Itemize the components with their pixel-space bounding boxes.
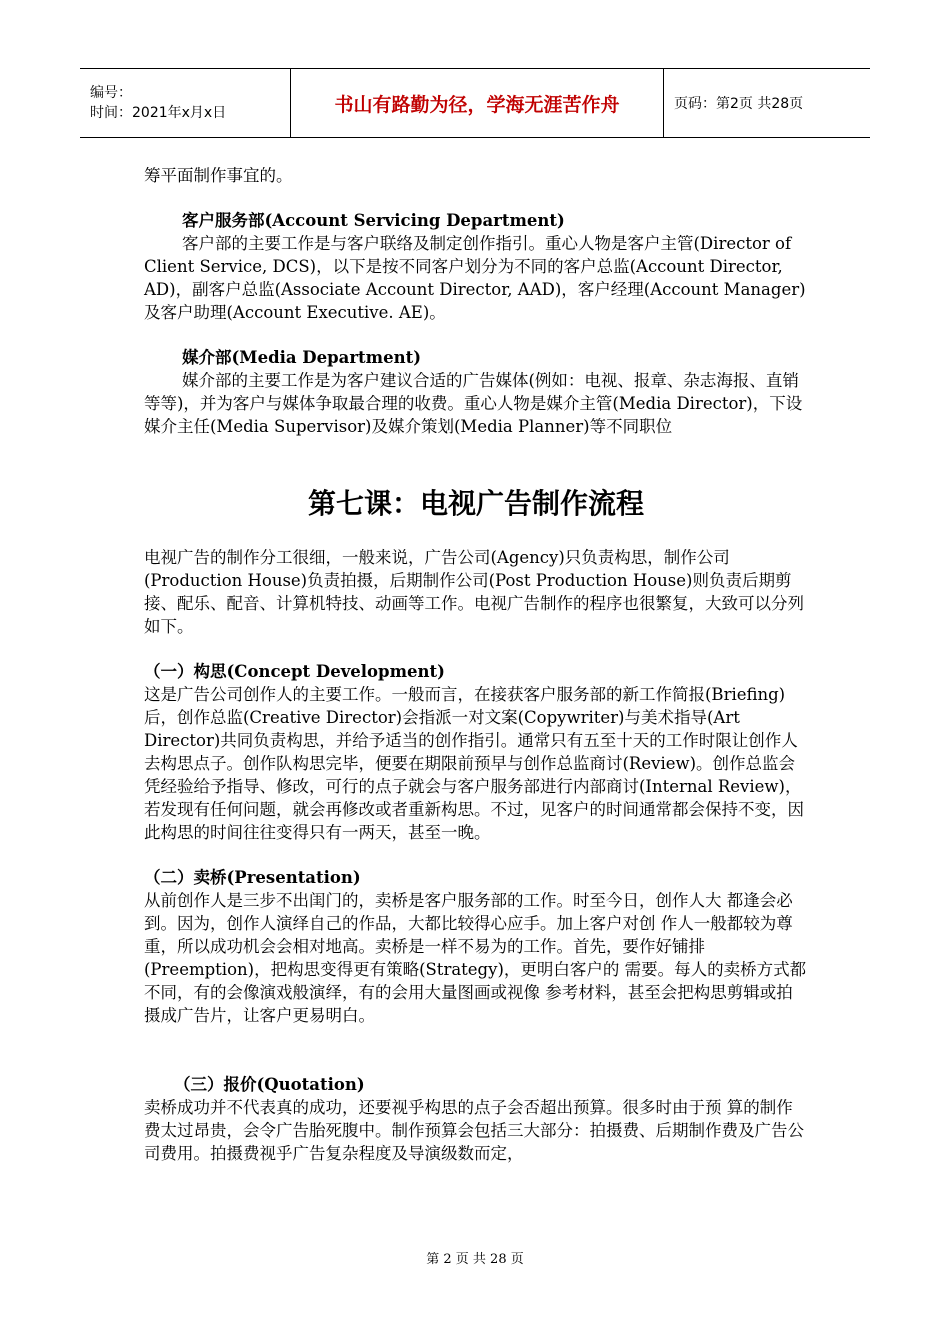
account-dept-title: 客户服务部(Account Servicing Department) — [182, 211, 565, 230]
section-2-title: （二）卖桥(Presentation) — [144, 868, 361, 887]
document-body — [144, 164, 808, 1165]
account-dept-body: 客户部的主要工作是与客户联络及制定创作指引。重心人物是客户主管(Director of Client Service, DCS)，以下是按不同客户划分为不同的客户总监(Account Director, AD)，副客户总监(Associate Account Director, AAD)，客户经理(Account Manager)及客户助理(Account Executive. AE)。 — [144, 234, 806, 322]
time-label: 时间：2021年x月x日 — [90, 105, 227, 121]
number-label: 编号： — [90, 85, 132, 101]
page-footer: 第 2 页 共 28 页 — [426, 1252, 524, 1267]
section-1-title: （一）构思(Concept Development) — [144, 662, 445, 681]
media-dept-title: 媒介部(Media Department) — [182, 348, 422, 367]
page-header — [80, 68, 870, 138]
header-meta — [80, 69, 291, 137]
media-dept-body: 媒介部的主要工作是为客户建议合适的广告媒体(例如：电视、报章、杂志海报、直销等等)，并为客户与媒体争取最合理的收费。重心人物是媒介主管(Media Director)，下设媒介主任(Media Supervisor)及媒介策划(Media Planner)等不同职位 — [144, 371, 803, 436]
section-1-body: 这是广告公司创作人的主要工作。一般而言，在接获客户服务部的新工作简报(Briefing)后，创作总监(Creative Director)会指派一对文案(Copywriter)与美术指导(Art Director)共同负责构思，并给予适当的创作指引。通常只有五至十天的工作时限让创作人去构思点子。创作队构思完毕，便要在期限前预早与创作总监商讨(Review)。创作总监会凭经验给予指导、修改，可行的点子就会与客户服务部进行内部商讨(Internal Review)，若发现有任何问题，就会再修改或者重新构思。不过，见客户的时间通常都会保持不变，因此构思的时间往往变得只有一两天，甚至一晚。 — [144, 685, 804, 842]
header-motto: 书山有路勤为径，学海无涯苦作舟 — [291, 69, 664, 137]
lesson-intro: 电视广告的制作分工很细，一般来说，广告公司(Agency)只负责构思，制作公司 (Production House)负责拍摄，后期制作公司(Post Production House)则负责后期剪接、配乐、配音、计算机特技、动画等工作。电视广告制作的程序也很繁复，大致可以分列如下。 — [144, 548, 804, 636]
lesson-title: 第七课：电视广告制作流程 — [307, 487, 644, 520]
section-2-body: 从前创作人是三步不出闺门的，卖桥是客户服务部的工作。时至今日，创作人大 都逢会必到。因为，创作人演绎自己的作品，大都比较得心应手。加上客户对创 作人一般都较为尊重，所以成功机会会相对地高。卖桥是一样不易为的工作。首先，要作好铺排(Preemption)，把构思变得更有策略(Strategy)，更明白客户的 需要。每人的卖桥方式都不同，有的会像演戏般演绎，有的会用大量图画或视像 参考材料，甚至会把构思剪辑或拍摄成广告片，让客户更易明白。 — [144, 891, 807, 1025]
section-3-body: 卖桥成功并不代表真的成功，还要视乎构思的点子会否超出预算。很多时由于预 算的制作费太过昂贵，会令广告胎死腹中。制作预算会包括三大部分：拍摄费、后期制作费及广告公司费用。拍摄费视乎广告复杂程度及导演级数而定， — [144, 1098, 804, 1163]
header-page-label: 页码：第2页 共28页 — [674, 96, 804, 112]
section-3-title: （三）报价(Quotation) — [174, 1075, 365, 1094]
paragraph-continued: 筹平面制作事宜的。 — [144, 166, 293, 185]
